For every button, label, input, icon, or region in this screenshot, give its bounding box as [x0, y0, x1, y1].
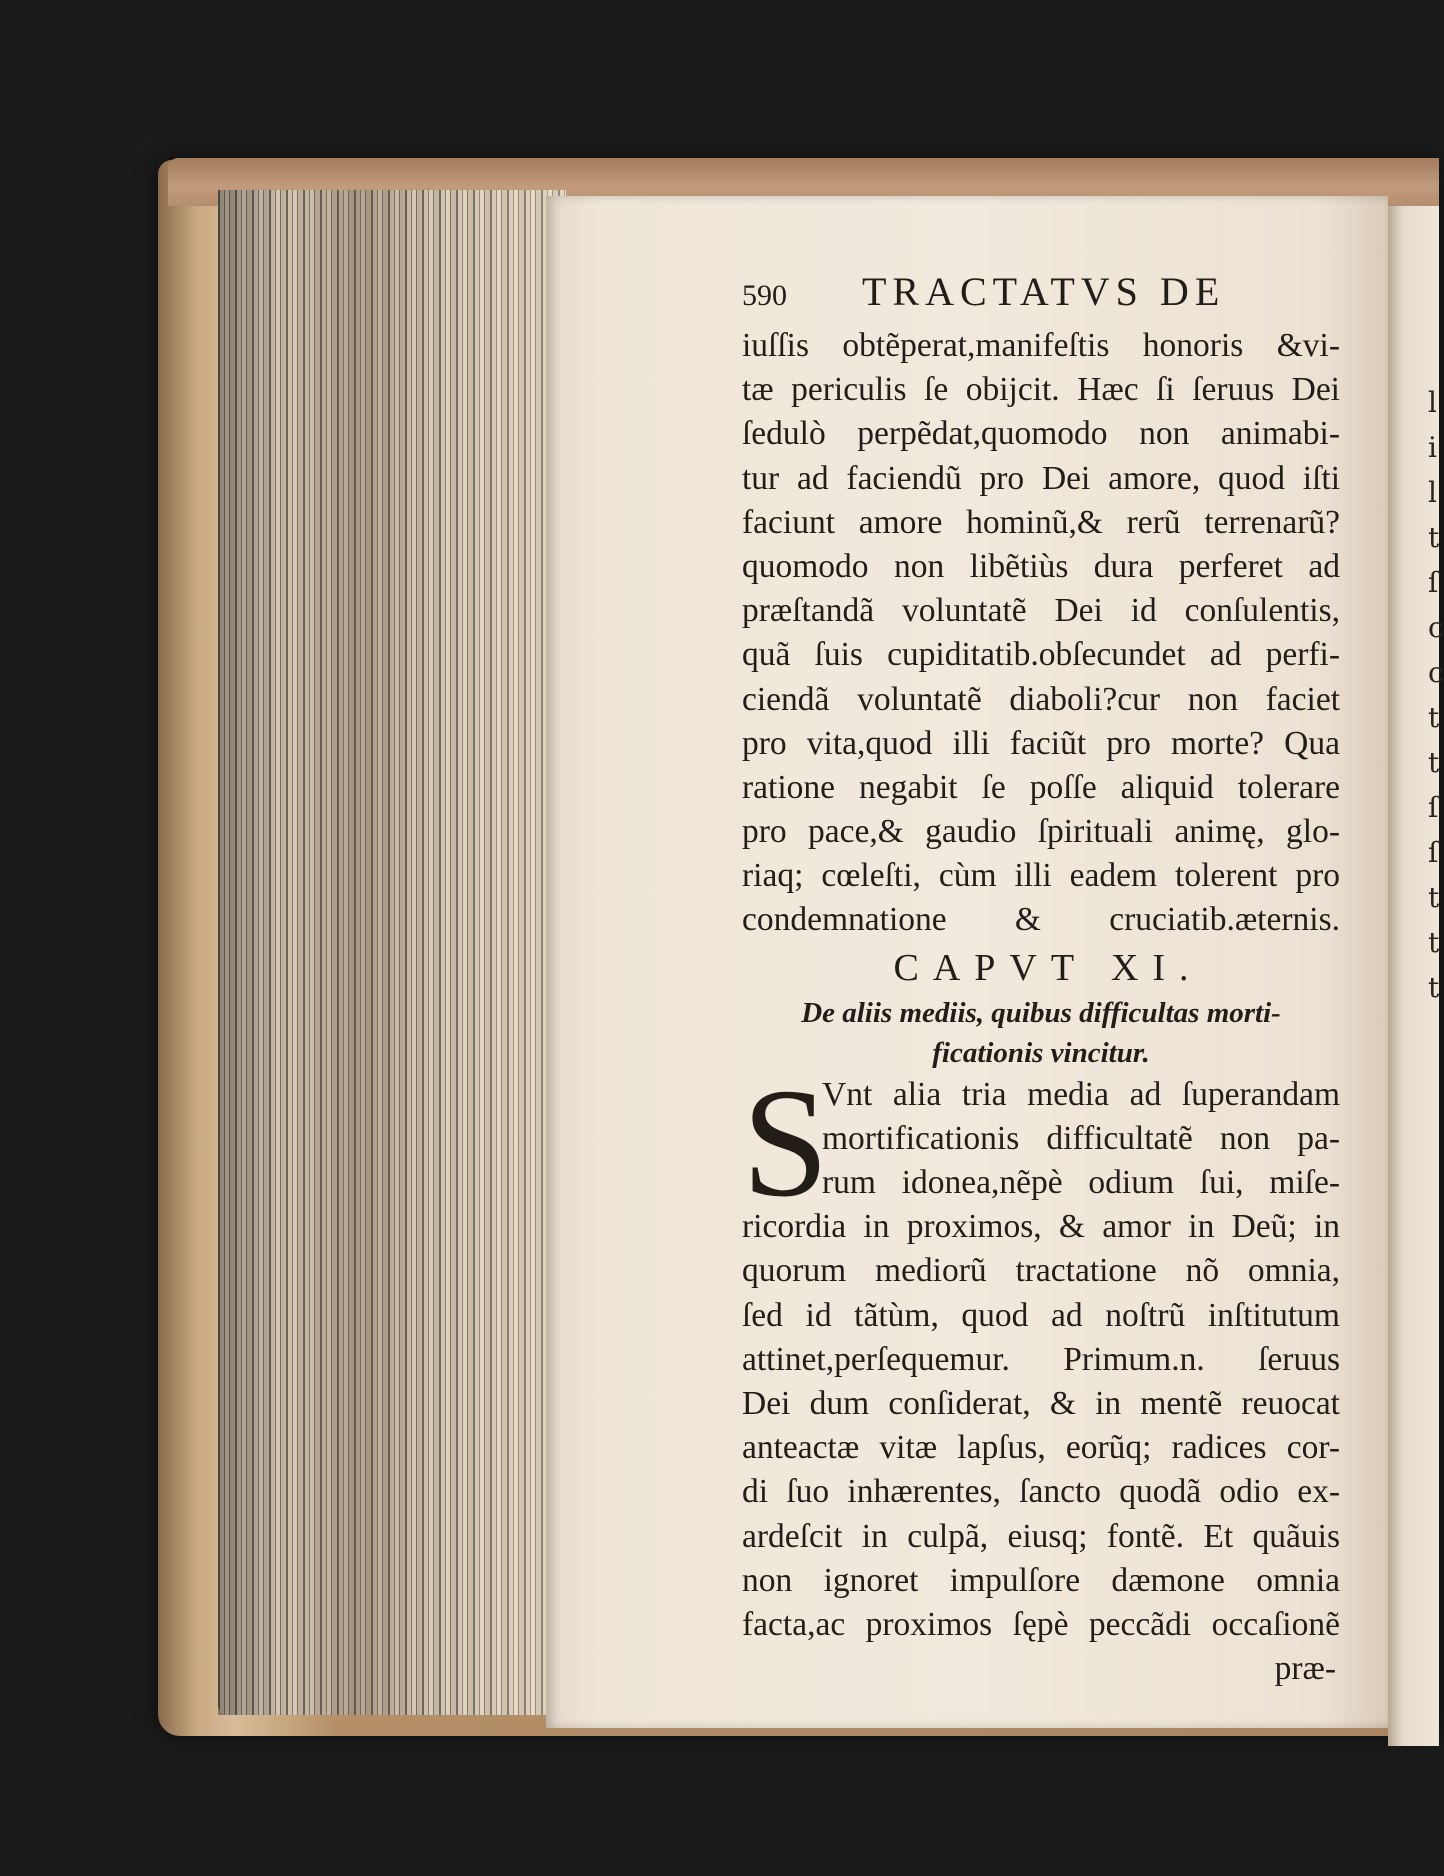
page-number: 590 [742, 279, 787, 312]
text-line: quomodo non libẽtiùs dura perferet ad [742, 547, 1340, 585]
text-line: quã ſuis cupiditatib.obſecundet ad perfi- [742, 636, 1340, 674]
chapter-subtitle [742, 993, 1340, 1073]
page-header [742, 268, 1340, 324]
text-line: ficationis vincitur. [932, 1036, 1150, 1069]
text-line: di ſuo inhærentes, ſancto quodã odio ex- [742, 1473, 1340, 1511]
text-line: facta,ac proximos ſępè peccãdi occaſionẽ [742, 1605, 1340, 1643]
drop-cap-initial: S [742, 1055, 829, 1229]
text-line: condemnatione & cruciatib.æternis. [742, 901, 1340, 939]
paragraph-top [742, 324, 1340, 943]
facing-page-letter: ſ [1428, 791, 1439, 824]
chapter-heading: CAPVT XI. [893, 946, 1203, 989]
text-line: iuſſis obtẽperat,manifeſtis honoris &vi- [742, 327, 1340, 364]
facing-page-letter: t [1428, 746, 1440, 779]
text-line: ardeſcit in culpã, eiusq; fontẽ. Et quãuis [742, 1517, 1340, 1555]
text-line: pro pace,& gaudio ſpirituali animę, glo- [742, 813, 1340, 851]
text-line: Vnt alia tria media ad ſuperandam [822, 1075, 1340, 1113]
facing-page-letter: ſ [1428, 836, 1439, 869]
facing-page-letter: l [1428, 386, 1437, 419]
facing-page-letter: c [1428, 656, 1444, 689]
text-line: ricordia in proximos, & amor in Deũ; in [742, 1208, 1340, 1246]
text-line: pro vita,quod illi faciũt pro morte? Qua [742, 724, 1340, 762]
text-line: Dei dum conſiderat, & in mentẽ reuocat [742, 1384, 1340, 1422]
text-line: riaq; cœleſti, cùm illi eadem tolerent pro [742, 857, 1340, 895]
text-line: attinet,perſequemur. Primum.n. ſeruus [742, 1340, 1340, 1378]
text-line: ciendã voluntatẽ diaboli?cur non faciet [742, 680, 1340, 718]
text-line: faciunt amore hominũ,& rerũ terrenarũ? [742, 503, 1340, 541]
page-block-edges [218, 190, 566, 1715]
text-line: anteactæ vitæ lapſus, eorũq; radices cor- [742, 1429, 1340, 1467]
facing-page-letter: i [1428, 431, 1437, 464]
facing-page-letter: t [1428, 971, 1440, 1004]
facing-page-letter: ſ [1428, 566, 1439, 599]
page-text-block [742, 268, 1340, 1691]
text-line: mortificationis difficultatẽ non pa- [822, 1119, 1340, 1157]
text-line: tur ad faciendũ pro Dei amore, quod iſti [742, 459, 1340, 497]
text-line: quorum mediorũ tractatione nõ omnia, [742, 1252, 1340, 1290]
text-line: rum idonea,nẽpè odium ſui, miſe- [822, 1164, 1340, 1201]
running-head: TRACTATVS DE [862, 269, 1226, 314]
catchword: præ- [1274, 1650, 1336, 1688]
text-line: ſed id tãtùm, quod ad noſtrũ inſtitutum [742, 1296, 1340, 1334]
facing-page-text [1428, 380, 1444, 1010]
facing-page-letter: t [1428, 881, 1440, 914]
facing-page-letter: t [1428, 701, 1440, 734]
text-line: præſtandã voluntatẽ Dei id conſulentis, [742, 592, 1340, 630]
text-line: ſedulò perpẽdat,quomodo non animabi- [742, 415, 1340, 453]
text-line: ratione negabit ſe poſſe aliquid tolerare [742, 768, 1340, 806]
indented-lines [742, 1073, 1340, 1206]
paragraph-body [742, 1205, 1340, 1647]
facing-page-letter: l [1428, 476, 1437, 509]
text-line: non ignoret impulſore dæmone omnia [742, 1561, 1340, 1599]
text-line: De aliis mediis, quibus difficultas morti- [801, 996, 1281, 1029]
text-line: tæ periculis ſe obijcit. Hæc ſi ſeruus Dei [742, 371, 1340, 409]
facing-page-letter: t [1428, 521, 1440, 554]
facing-page-letter: c [1428, 611, 1444, 644]
facing-page-letter: t [1428, 926, 1440, 959]
